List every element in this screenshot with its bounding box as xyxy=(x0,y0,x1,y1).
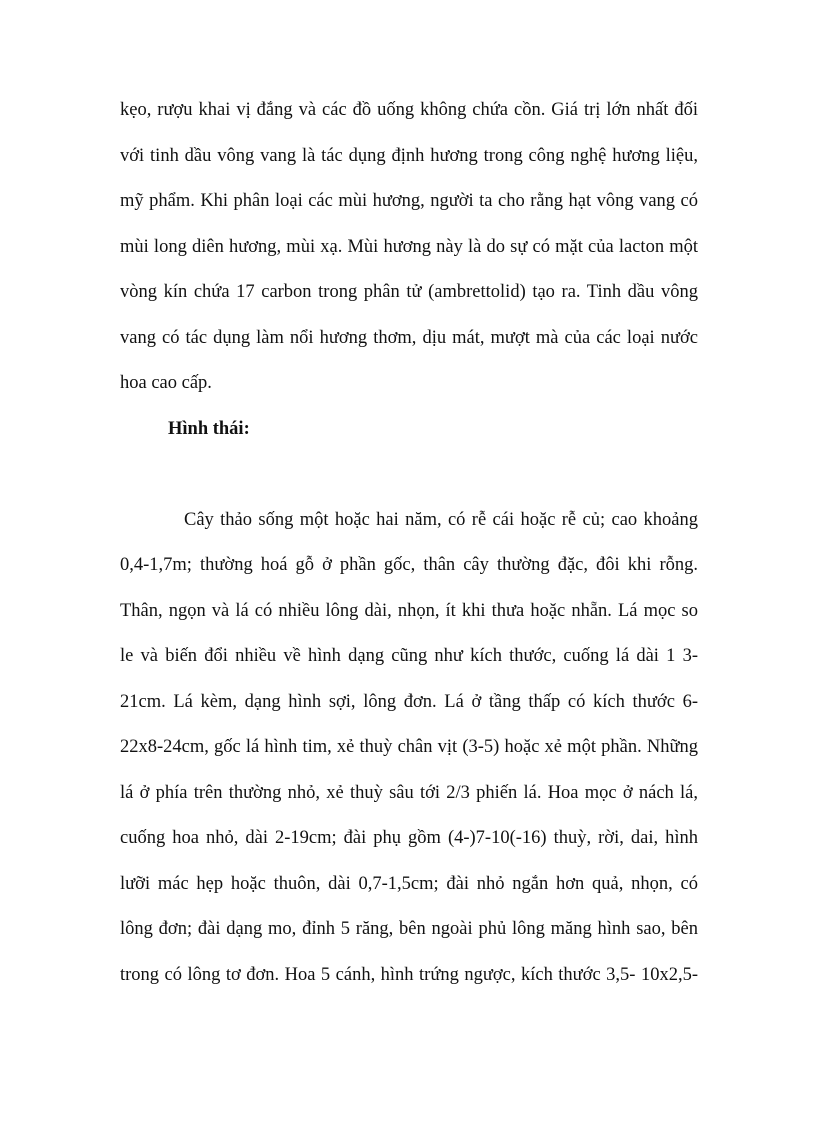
text-line: le và biến đổi nhiều về hình dạng cũng như kích thước, cuống lá dài 1 3- xyxy=(120,646,698,666)
text-line: mỹ phẩm. Khi phân loại các mùi hương, người ta cho rằng hạt vông vang có xyxy=(120,191,698,211)
paragraph-uses xyxy=(120,96,698,415)
text-line: kẹo, rượu khai vị đắng và các đồ uống không chứa cồn. Giá trị lớn nhất đối xyxy=(120,100,698,120)
text-line: lưỡi mác hẹp hoặc thuôn, dài 0,7-1,5cm; đài nhỏ ngắn hơn quả, nhọn, có xyxy=(120,873,698,894)
text-line: Thân, ngọn và lá có nhiều lông dài, nhọn, ít khi thưa hoặc nhẵn. Lá mọc so xyxy=(120,600,698,621)
text-line: lông đơn; đài dạng mo, đỉnh 5 răng, bên ngoài phủ lông măng hình sao, bên xyxy=(120,919,698,939)
text-line: vòng kín chứa 17 carbon trong phân tử (ambrettolid) tạo ra. Tinh dầu vông xyxy=(120,282,698,302)
text-line: trong có lông tơ đơn. Hoa 5 cánh, hình trứng ngược, kích thước 3,5- 10x2,5- xyxy=(120,964,698,985)
text-line: lá ở phía trên thường nhỏ, xẻ thuỳ sâu tới 2/3 phiến lá. Hoa mọc ở nách lá, xyxy=(120,782,698,803)
text-line: vang có tác dụng làm nổi hương thơm, dịu mát, mượt mà của các loại nước xyxy=(120,327,698,348)
text-line: cuống hoa nhỏ, dài 2-19cm; đài phụ gồm (4-)7-10(-16) thuỳ, rời, dai, hình xyxy=(120,828,698,848)
text-line: 22x8-24cm, gốc lá hình tim, xẻ thuỳ chân vịt (3-5) hoặc xẻ một phần. Những xyxy=(120,737,698,757)
text-line: 21cm. Lá kèm, dạng hình sợi, lông đơn. Lá ở tầng thấp có kích thước 6- xyxy=(120,691,698,712)
text-line: với tinh dầu vông vang là tác dụng định hương trong công nghệ hương liệu, xyxy=(120,145,698,166)
paragraph-morphology xyxy=(120,506,698,1007)
text-line: 0,4-1,7m; thường hoá gỗ ở phần gốc, thân cây thường đặc, đôi khi rỗng. xyxy=(120,555,698,575)
text-line: mùi long diên hương, mùi xạ. Mùi hương này là do sự có mặt của lacton một xyxy=(120,236,698,257)
section-heading: Hình thái: xyxy=(168,418,250,439)
document-page xyxy=(120,96,698,1006)
text-line: hoa cao cấp. xyxy=(120,373,212,393)
text-line: Cây thảo sống một hoặc hai năm, có rễ cái hoặc rễ củ; cao khoảng xyxy=(184,509,698,530)
